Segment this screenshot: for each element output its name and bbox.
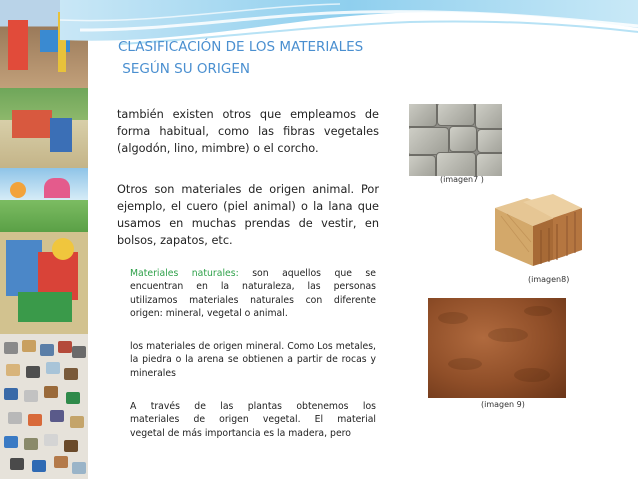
page-title — [118, 36, 363, 80]
materials-collage-photo — [0, 334, 88, 479]
stone-wall-image — [409, 104, 502, 176]
decorative-photo-strip — [0, 0, 88, 479]
paragraph-origen-vegetal — [130, 400, 376, 440]
caption-imagen7: (imagen7 ) — [440, 175, 484, 184]
paragraph-materiales-naturales — [130, 267, 376, 320]
colorful-objects-photo — [0, 232, 88, 334]
caption-imagen8: (imagen8) — [528, 275, 570, 284]
wood-beams-image — [493, 194, 582, 266]
caption-imagen9: (imagen 9) — [481, 400, 525, 409]
paragraph-origen-mineral: los materiales de origen mineral. Como Los metales, la piedra o la arena se obtienen a partir de rocas y minerales — [130, 341, 376, 379]
definition-materiales-naturales: son aquellos que se encuentran en la naturaleza, las personas utilizamos materiales naturales con diferente origen: mineral, vegetal o animal. — [130, 268, 376, 319]
park-photo — [0, 88, 88, 168]
title-line-1: CLASIFICACIÓN DE LOS MATERIALES — [118, 39, 364, 55]
paragraph-origen-animal: Otros son materiales de origen animal. Por ejemplo, el cuero (piel animal) o la lana que usamos en muchas prendas de vestir, en bolsos, zapatos, etc. — [117, 183, 379, 247]
title-line-2: SEGÚN SU ORIGEN — [122, 61, 250, 77]
toys-photo — [0, 168, 88, 232]
term-materiales-naturales: Materiales naturales: — [130, 268, 239, 279]
paragraph-fibras: también existen otros que empleamos de forma habitual, como las fibras vegetales (algodón, lino, mimbre) o el corcho. — [117, 108, 379, 155]
vegetal-line-1: A través de las plantas obtenemos los — [130, 401, 376, 412]
vegetal-line-3: vegetal de más importancia es la madera, pero — [130, 427, 351, 439]
vegetal-line-2: materiales de origen vegetal. El material — [130, 414, 376, 426]
leather-image — [428, 298, 566, 398]
